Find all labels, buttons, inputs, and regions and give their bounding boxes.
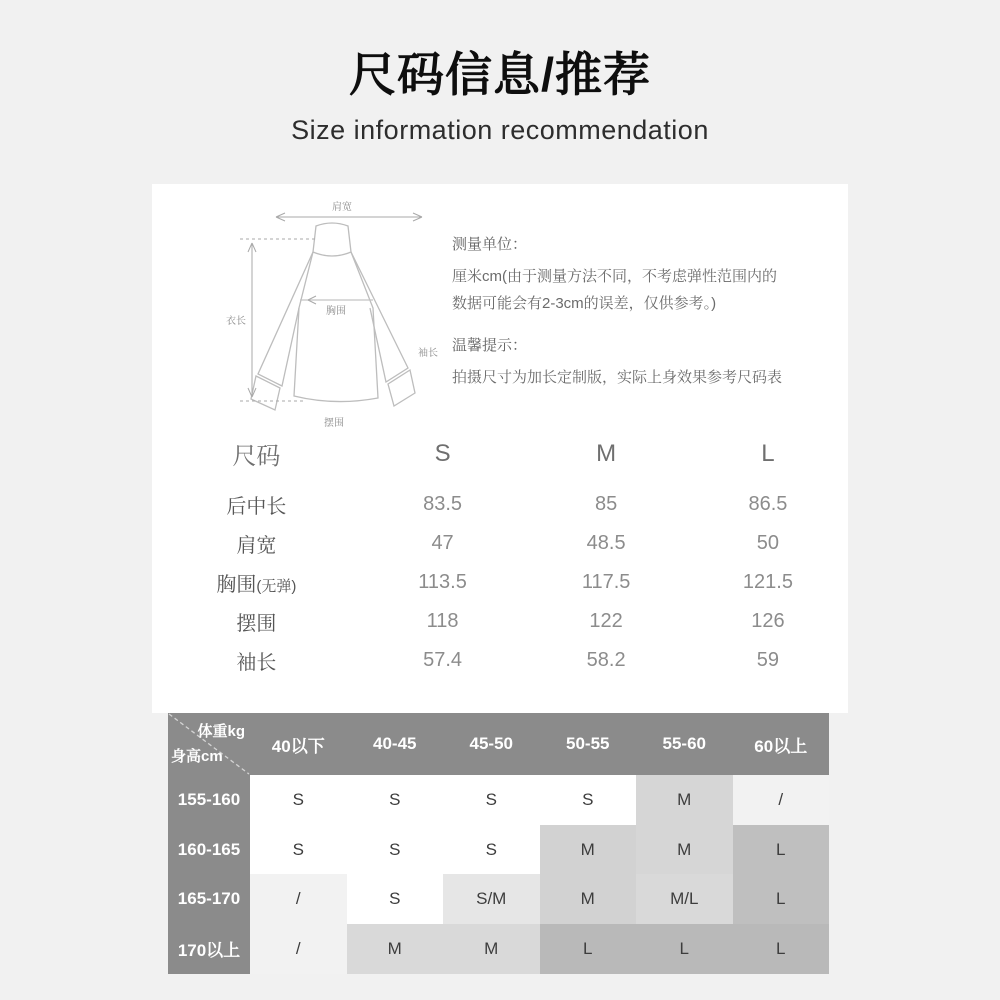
size-table-value: 126 (751, 610, 785, 632)
size-measurement-table (152, 436, 848, 680)
unit-note-line1: 厘米cm(由于测量方法不同，不考虑弹性范围内的 (452, 267, 777, 285)
size-table-row (152, 563, 848, 602)
matrix-size-cell: S (250, 775, 347, 825)
matrix-size-cell: S (347, 825, 444, 875)
matrix-size-cell: / (733, 775, 830, 825)
matrix-size-cell: S/M (443, 874, 540, 924)
matrix-size-cell: M (347, 924, 444, 974)
diagram-length-label: 衣长 (226, 316, 246, 327)
matrix-weight-header-cell: 50-55 (540, 713, 637, 775)
matrix-height-unit-label: 身高cm (171, 748, 223, 765)
matrix-corner-cell (168, 713, 250, 775)
matrix-weight-unit-label: 体重kg (197, 723, 245, 740)
size-table-row (152, 602, 848, 641)
matrix-size-cell: M (540, 825, 637, 875)
matrix-size-cell: L (636, 924, 733, 974)
unit-heading: 测量单位： (452, 236, 528, 253)
size-table-header (152, 436, 848, 471)
matrix-size-cell: L (733, 874, 830, 924)
matrix-weight-header-cell: 55-60 (636, 713, 733, 775)
size-table-value: 122 (589, 610, 623, 632)
size-table-header-cell: L (761, 439, 775, 467)
diagram-hem-label: 摆围 (324, 418, 344, 429)
size-table-header-cell: 尺码 (232, 443, 281, 470)
size-table-header-cell: M (596, 439, 617, 467)
matrix-height-label-cell: 170以上 (168, 924, 250, 974)
matrix-height-label-cell: 160-165 (168, 825, 250, 875)
matrix-size-cell: S (347, 874, 444, 924)
size-table-row-label: 肩宽 (236, 535, 277, 557)
matrix-size-cell: S (347, 775, 444, 825)
size-table-value: 58.2 (586, 649, 626, 671)
size-table-body (152, 485, 848, 680)
size-table-row-label: 胸围(无弹) (216, 574, 297, 596)
page-header (0, 38, 1000, 146)
garment-diagram (210, 196, 460, 436)
size-table-row (152, 641, 848, 680)
size-table-value: 117.5 (581, 571, 631, 593)
matrix-size-cell: M (540, 874, 637, 924)
matrix-size-cell: M (443, 924, 540, 974)
size-recommendation-matrix (168, 713, 829, 974)
matrix-size-cell: / (250, 924, 347, 974)
size-table-value: 57.4 (423, 649, 463, 671)
size-table-value: 83.5 (423, 493, 463, 515)
matrix-weight-header-cell: 60以上 (733, 713, 830, 775)
matrix-weight-header-cell: 45-50 (443, 713, 540, 775)
matrix-size-cell: M (636, 825, 733, 875)
sweater-sketch-icon (210, 196, 460, 436)
matrix-size-cell: L (733, 924, 830, 974)
matrix-size-cell: M (636, 775, 733, 825)
tips-note-line: 拍摄尺寸为加长定制版，实际上身效果参考尺码表 (452, 369, 783, 386)
matrix-weight-header-cell: 40-45 (347, 713, 444, 775)
matrix-height-label-cell: 155-160 (168, 775, 250, 825)
size-table-row-label: 后中长 (226, 496, 287, 518)
matrix-size-cell: L (733, 825, 830, 875)
matrix-size-cell: S (540, 775, 637, 825)
tips-heading: 温馨提示： (452, 337, 528, 355)
size-table-row-label: 袖长 (236, 652, 277, 674)
diagram-shoulder-label: 肩宽 (332, 202, 352, 213)
unit-note-line2: 数据可能会有2-3cm的误差，仅供参考。) (452, 294, 717, 312)
size-table-value: 50 (756, 532, 780, 554)
matrix-size-cell: S (443, 825, 540, 875)
page-subtitle: Size information recommendation (291, 115, 709, 145)
matrix-size-cell: L (540, 924, 637, 974)
size-table-row-label-note: (无弹) (256, 578, 297, 595)
size-table-value: 85 (594, 493, 618, 515)
diagram-sleeve-label: 袖长 (418, 348, 438, 359)
size-table-header-cell: S (434, 439, 451, 467)
measurement-info-card (152, 184, 848, 713)
matrix-size-cell: / (250, 874, 347, 924)
size-table-value: 48.5 (586, 532, 626, 554)
measurement-notes (452, 236, 812, 388)
size-table-value: 86.5 (748, 493, 788, 515)
matrix-weight-header-cell: 40以下 (250, 713, 347, 775)
matrix-size-cell: M/L (636, 874, 733, 924)
size-table-row (152, 485, 848, 524)
size-table-value: 113.5 (418, 571, 467, 593)
size-table-row (152, 524, 848, 563)
matrix-size-cell: S (443, 775, 540, 825)
page-title: 尺码信息/推荐 (348, 48, 652, 101)
size-table-value: 47 (431, 532, 454, 554)
size-table-value: 118 (426, 610, 459, 632)
matrix-height-label-cell: 165-170 (168, 874, 250, 924)
matrix-size-cell: S (250, 825, 347, 875)
size-table-row-label: 摆围 (236, 613, 277, 635)
size-table-value: 121.5 (742, 571, 793, 593)
diagram-chest-label: 胸围 (326, 306, 346, 317)
size-table-value: 59 (756, 649, 780, 671)
